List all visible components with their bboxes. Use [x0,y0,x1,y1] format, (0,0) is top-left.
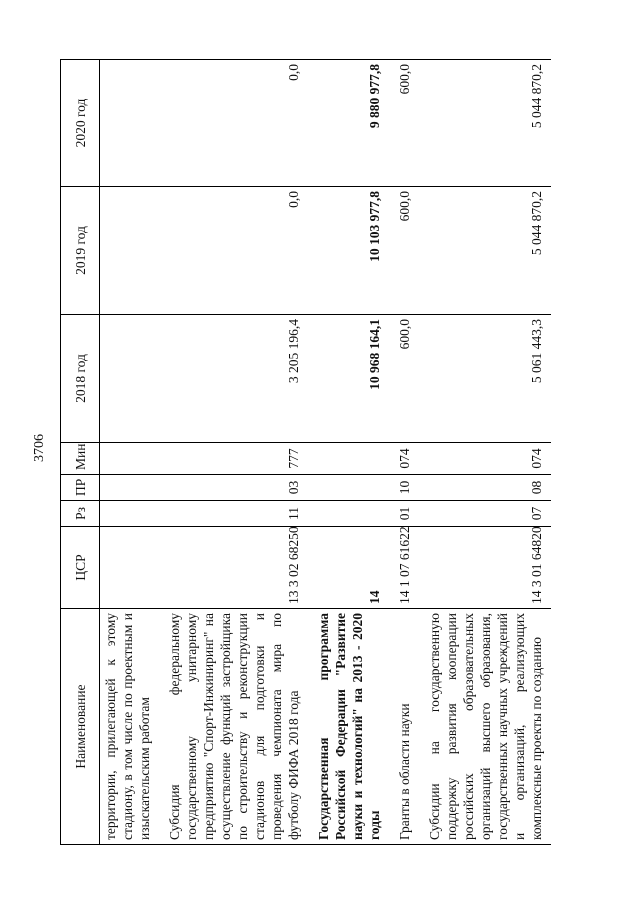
table-row [163,60,312,845]
row-2019: 10 103 977,8 [312,187,393,315]
row-name: территории, прилегающей к этому стадиону, в том числе по проектным и изыскательским работам [100,609,164,845]
row-rz: 01 [393,501,423,527]
row-rz [312,501,393,527]
row-pr: 10 [393,475,423,501]
header-min: Мин [61,443,100,475]
row-2020: 600,0 [393,60,423,187]
header-2018: 2018 год [61,315,100,443]
row-pr: 03 [163,475,312,501]
row-name: Субсидия федеральному государственному унитарному предприятию "Спорт-Инжиниринг" на осуществление функций застройщика по строительству и реконструкции стадионов для подготовки и проведения чемпионата мира по футболу ФИФА 2018 года [163,609,312,845]
row-min [312,443,393,475]
table-row [423,60,551,845]
row-2020 [100,60,164,187]
row-csr: 14 3 01 64820 [423,527,551,609]
header-name: Наименование [61,609,100,845]
row-rz: 11 [163,501,312,527]
row-pr [100,475,164,501]
row-name: Гранты в области науки [393,609,423,845]
row-csr [100,527,164,609]
row-2018: 5 061 443,3 [423,315,551,443]
row-min: 074 [393,443,423,475]
header-row [61,60,100,845]
header-2019: 2019 год [61,187,100,315]
row-min: 074 [423,443,551,475]
header-2020: 2020 год [61,60,100,187]
row-2018 [100,315,164,443]
row-min [100,443,164,475]
table-row [312,60,393,845]
rotated-table-wrapper [60,60,610,845]
row-min: 777 [163,443,312,475]
row-2019: 600,0 [393,187,423,315]
header-rz: Рз [61,501,100,527]
row-csr: 13 3 02 68250 [163,527,312,609]
budget-table [60,59,551,845]
row-csr: 14 1 07 61622 [393,527,423,609]
page-number: 3706 [32,434,47,462]
row-2018: 3 205 196,4 [163,315,312,443]
row-2020: 5 044 870,2 [423,60,551,187]
row-pr: 08 [423,475,551,501]
row-2018: 600,0 [393,315,423,443]
row-csr: 14 [312,527,393,609]
row-2019: 0,0 [163,187,312,315]
row-2020: 0,0 [163,60,312,187]
table-row [393,60,423,845]
header-csr: ЦСР [61,527,100,609]
row-pr [312,475,393,501]
table-row [100,60,164,845]
row-2019: 5 044 870,2 [423,187,551,315]
row-name: Субсидии на государственную поддержку развития кооперации российских образовательных организаций высшего образования, государственных научных учреждений и организаций, реализующих комплексные проекты по созданию [423,609,551,845]
row-rz [100,501,164,527]
row-rz: 07 [423,501,551,527]
row-2019 [100,187,164,315]
header-pr: ПР [61,475,100,501]
row-name: Государственная программа Российской Федерации "Развитие науки и технологий" на 2013 - 2020 годы [312,609,393,845]
row-2020: 9 880 977,8 [312,60,393,187]
row-2018: 10 968 164,1 [312,315,393,443]
